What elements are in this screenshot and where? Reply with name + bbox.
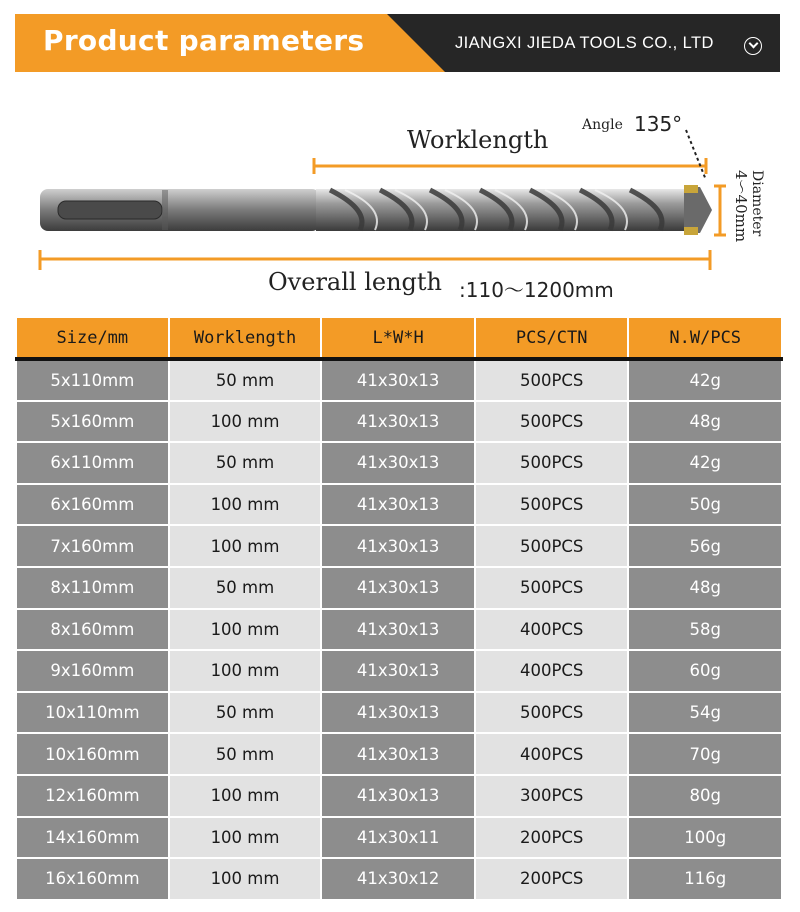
header-worklength: Worklength [169,317,322,359]
cell-size: 7x160mm [16,525,169,567]
table-row [16,775,782,817]
diameter-value: 4～40mm [732,170,750,243]
table-row [16,484,782,526]
cell-dimensions: 41x30x13 [321,609,475,651]
table-row [16,401,782,443]
header-pcs-per-carton: PCS/CTN [475,317,629,359]
angle-label: Angle [582,117,623,133]
cell-dimensions: 41x30x13 [321,733,475,775]
overall-length-label: Overall length [268,268,442,296]
cell-worklength: 100 mm [169,650,322,692]
cell-net-weight: 42g [628,442,782,484]
cell-size: 8x110mm [16,567,169,609]
cell-size: 5x160mm [16,401,169,443]
cell-pcs-per-carton: 200PCS [475,817,629,859]
cell-pcs-per-carton: 500PCS [475,359,629,401]
header-size: Size/mm [16,317,169,359]
table-row [16,567,782,609]
cell-worklength: 100 mm [169,609,322,651]
cell-net-weight: 50g [628,484,782,526]
cell-net-weight: 100g [628,817,782,859]
table-row [16,442,782,484]
cell-net-weight: 48g [628,401,782,443]
cell-dimensions: 41x30x11 [321,817,475,859]
cell-pcs-per-carton: 500PCS [475,567,629,609]
cell-net-weight: 54g [628,692,782,734]
cell-worklength: 100 mm [169,858,322,900]
cell-pcs-per-carton: 400PCS [475,609,629,651]
cell-pcs-per-carton: 500PCS [475,525,629,567]
cell-pcs-per-carton: 500PCS [475,401,629,443]
cell-net-weight: 116g [628,858,782,900]
cell-worklength: 50 mm [169,692,322,734]
diameter-label: Diameter [749,170,765,237]
cell-net-weight: 70g [628,733,782,775]
cell-worklength: 50 mm [169,567,322,609]
cell-worklength: 50 mm [169,442,322,484]
page-title: Product parameters [43,24,365,57]
cell-size: 6x160mm [16,484,169,526]
cell-dimensions: 41x30x13 [321,359,475,401]
table-row [16,525,782,567]
cell-pcs-per-carton: 500PCS [475,692,629,734]
cell-worklength: 100 mm [169,817,322,859]
table-row [16,858,782,900]
cell-dimensions: 41x30x13 [321,567,475,609]
cell-worklength: 50 mm [169,733,322,775]
table-row [16,609,782,651]
table-row [16,359,782,401]
cell-dimensions: 41x30x12 [321,858,475,900]
cell-dimensions: 41x30x13 [321,525,475,567]
cell-pcs-per-carton: 500PCS [475,484,629,526]
cell-net-weight: 60g [628,650,782,692]
drill-bit-diagram [0,90,800,310]
parameters-table [15,316,783,901]
header-dimensions: L*W*H [321,317,475,359]
cell-size: 10x110mm [16,692,169,734]
cell-worklength: 100 mm [169,401,322,443]
cell-size: 10x160mm [16,733,169,775]
table-header-row [16,317,782,359]
cell-size: 12x160mm [16,775,169,817]
cell-size: 6x110mm [16,442,169,484]
header-net-weight: N.W/PCS [628,317,782,359]
cell-size: 8x160mm [16,609,169,651]
cell-net-weight: 56g [628,525,782,567]
cell-dimensions: 41x30x13 [321,484,475,526]
cell-size: 16x160mm [16,858,169,900]
table-row [16,692,782,734]
cell-pcs-per-carton: 200PCS [475,858,629,900]
cell-dimensions: 41x30x13 [321,692,475,734]
company-name: JIANGXI JIEDA TOOLS CO., LTD [455,34,714,52]
cell-pcs-per-carton: 400PCS [475,733,629,775]
table-row [16,733,782,775]
cell-worklength: 100 mm [169,484,322,526]
header-banner [15,14,780,72]
cell-size: 14x160mm [16,817,169,859]
cell-size: 5x110mm [16,359,169,401]
cell-net-weight: 80g [628,775,782,817]
table-row [16,650,782,692]
angle-value: 135° [634,112,683,136]
cell-dimensions: 41x30x13 [321,775,475,817]
table-row [16,817,782,859]
cell-net-weight: 58g [628,609,782,651]
cell-pcs-per-carton: 400PCS [475,650,629,692]
table-body [16,359,782,900]
worklength-label: Worklength [407,126,549,154]
cell-worklength: 100 mm [169,775,322,817]
cell-pcs-per-carton: 300PCS [475,775,629,817]
cell-dimensions: 41x30x13 [321,401,475,443]
cell-size: 9x160mm [16,650,169,692]
chevron-down-icon[interactable] [744,37,762,55]
cell-dimensions: 41x30x13 [321,650,475,692]
cell-worklength: 100 mm [169,525,322,567]
cell-worklength: 50 mm [169,359,322,401]
cell-dimensions: 41x30x13 [321,442,475,484]
cell-pcs-per-carton: 500PCS [475,442,629,484]
cell-net-weight: 48g [628,567,782,609]
cell-net-weight: 42g [628,359,782,401]
overall-length-value: :110～1200mm [459,278,614,302]
